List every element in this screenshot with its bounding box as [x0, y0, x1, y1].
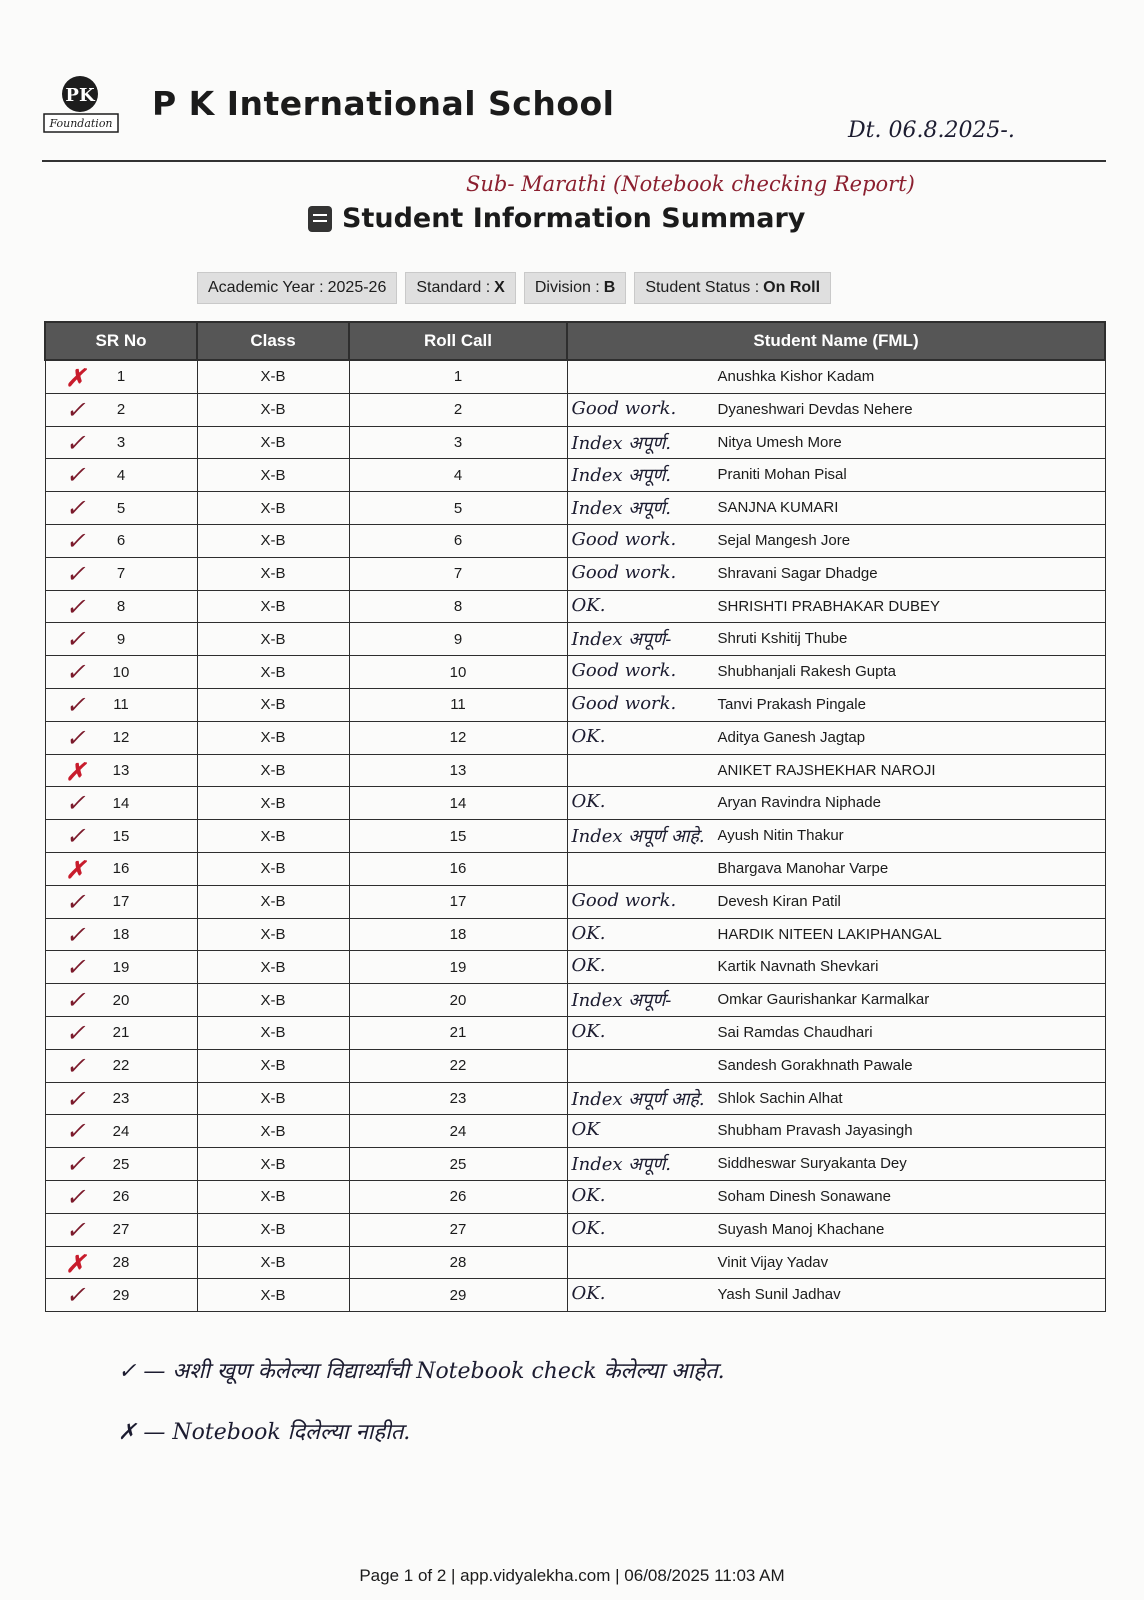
student-name: Shubhanjali Rakesh Gupta: [717, 663, 896, 681]
cell-student-name: [567, 459, 1105, 492]
cell-class: X-B: [197, 1115, 349, 1148]
filter-value: 2025-26: [327, 279, 387, 296]
cell-sr-no: [45, 524, 197, 557]
cell-student-name: [567, 426, 1105, 459]
table-row: [45, 426, 1105, 459]
sr-number: 12: [112, 729, 130, 747]
cell-class: X-B: [197, 1016, 349, 1049]
cell-student-name: [567, 885, 1105, 918]
cell-roll-call: 11: [349, 688, 567, 721]
cell-class: X-B: [197, 754, 349, 787]
table-row: [45, 1148, 1105, 1181]
cell-student-name: [567, 623, 1105, 656]
student-name: HARDIK NITEEN LAKIPHANGAL: [717, 925, 942, 943]
student-name: SHRISHTI PRABHAKAR DUBEY: [717, 597, 941, 615]
cell-roll-call: 22: [349, 1049, 567, 1082]
cell-student-name: [567, 524, 1105, 557]
handwritten-remark: Good work.: [571, 528, 677, 550]
check-mark-icon: ✓: [65, 1215, 86, 1244]
student-name: Shubham Pravash Jayasingh: [717, 1122, 913, 1140]
cell-student-name: [567, 360, 1105, 393]
table-row: [45, 820, 1105, 853]
table-header-row: [45, 322, 1105, 360]
cell-roll-call: 15: [349, 820, 567, 853]
filter-value: On Roll: [763, 279, 821, 296]
cell-class: X-B: [197, 1148, 349, 1181]
cell-sr-no: [45, 459, 197, 492]
filter-academic-year: [197, 272, 397, 304]
student-name: Anushka Kishor Kadam: [717, 368, 875, 385]
cell-class: X-B: [197, 721, 349, 754]
cell-student-name: [567, 1016, 1105, 1049]
handwritten-remark: OK.: [571, 1020, 606, 1042]
cell-roll-call: 8: [349, 590, 567, 623]
handwritten-remark: Index अपूर्ण.: [571, 498, 671, 520]
sr-number: 21: [112, 1024, 130, 1042]
handwritten-remark: OK.: [571, 922, 606, 944]
handwritten-remark: OK.: [571, 594, 606, 616]
sr-number: 13: [112, 761, 130, 779]
cell-sr-no: [45, 623, 197, 656]
cell-class: X-B: [197, 885, 349, 918]
sr-number: 8: [116, 597, 126, 615]
sr-number: 26: [112, 1188, 130, 1206]
handwritten-remark: OK: [571, 1119, 600, 1141]
cell-sr-no: [45, 1049, 197, 1082]
filter-label: Academic Year :: [208, 279, 324, 296]
cell-student-name: [567, 492, 1105, 525]
cell-roll-call: 18: [349, 918, 567, 951]
cell-class: X-B: [197, 360, 349, 393]
filter-bar: [197, 272, 831, 304]
check-mark-icon: ✓: [65, 1150, 86, 1179]
student-table: [44, 321, 1106, 1312]
handwritten-remark: OK.: [571, 1283, 606, 1305]
cell-roll-call: 26: [349, 1180, 567, 1213]
cell-sr-no: [45, 852, 197, 885]
check-mark-icon: ✓: [65, 1018, 86, 1047]
sr-number: 25: [112, 1155, 130, 1173]
table-row: [45, 1246, 1105, 1279]
table-row: [45, 1082, 1105, 1115]
table-row: [45, 918, 1105, 951]
cell-roll-call: 4: [349, 459, 567, 492]
cell-class: X-B: [197, 1180, 349, 1213]
cell-class: X-B: [197, 787, 349, 820]
check-mark-icon: ✓: [65, 461, 86, 490]
cell-student-name: [567, 787, 1105, 820]
cell-class: X-B: [197, 459, 349, 492]
cell-student-name: [567, 557, 1105, 590]
cell-roll-call: 9: [349, 623, 567, 656]
handwritten-date: Dt. 06.8.2025-.: [848, 118, 1015, 143]
student-name: Aditya Ganesh Jagtap: [717, 728, 866, 746]
sr-number: 24: [112, 1122, 130, 1140]
summary-heading: [308, 203, 805, 234]
table-row: [45, 590, 1105, 623]
check-mark-icon: ✓: [65, 690, 86, 719]
sr-number: 20: [112, 991, 130, 1009]
table-row: [45, 787, 1105, 820]
table-row: [45, 852, 1105, 885]
cell-class: X-B: [197, 951, 349, 984]
student-name: Tanvi Prakash Pingale: [717, 695, 866, 713]
cross-mark-icon: ✗: [65, 854, 86, 884]
student-name: Vinit Vijay Yadav: [717, 1253, 829, 1271]
sr-number: 22: [112, 1057, 130, 1075]
cell-student-name: [567, 393, 1105, 426]
table-row: [45, 1180, 1105, 1213]
cell-sr-no: [45, 918, 197, 951]
cell-student-name: [567, 820, 1105, 853]
cell-roll-call: 19: [349, 951, 567, 984]
table-row: [45, 1279, 1105, 1312]
cell-student-name: [567, 918, 1105, 951]
handwritten-subject: Sub- Marathi (Notebook checking Report): [466, 172, 915, 196]
cell-sr-no: [45, 1148, 197, 1181]
sr-number: 4: [116, 466, 126, 484]
student-name: Sai Ramdas Chaudhari: [717, 1023, 873, 1041]
cell-sr-no: [45, 1180, 197, 1213]
table-row: [45, 885, 1105, 918]
student-name: Devesh Kiran Patil: [717, 892, 841, 910]
cell-sr-no: [45, 688, 197, 721]
table-row: [45, 1049, 1105, 1082]
table-row: [45, 459, 1105, 492]
cell-sr-no: [45, 557, 197, 590]
cell-student-name: [567, 1049, 1105, 1082]
student-name: Omkar Gaurishankar Karmalkar: [717, 991, 930, 1009]
cell-class: X-B: [197, 524, 349, 557]
handwritten-remark: Good work.: [571, 660, 677, 682]
cell-roll-call: 14: [349, 787, 567, 820]
check-mark-icon: ✓: [65, 723, 86, 752]
sr-number: 15: [112, 827, 130, 845]
sr-number: 5: [116, 499, 126, 517]
cell-class: X-B: [197, 1279, 349, 1312]
cell-class: X-B: [197, 393, 349, 426]
cell-roll-call: 27: [349, 1213, 567, 1246]
cell-student-name: [567, 1213, 1105, 1246]
cell-roll-call: 6: [349, 524, 567, 557]
student-name: Bhargava Manohar Varpe: [717, 859, 889, 877]
student-name: Shravani Sagar Dhadge: [717, 564, 878, 582]
cell-sr-no: [45, 885, 197, 918]
handwritten-remark: Index अपूर्ण-: [571, 990, 672, 1012]
handwritten-remark: Good work.: [571, 397, 677, 419]
cell-student-name: [567, 754, 1105, 787]
cell-class: X-B: [197, 1082, 349, 1115]
student-name: Kartik Navnath Shevkari: [717, 958, 879, 976]
header-divider: [42, 160, 1106, 162]
check-mark-icon: ✓: [65, 986, 86, 1015]
cell-roll-call: 24: [349, 1115, 567, 1148]
cell-student-name: [567, 1279, 1105, 1312]
school-logo: [42, 68, 120, 140]
student-name: Ayush Nitin Thakur: [717, 827, 844, 845]
sr-number: 1: [116, 368, 126, 386]
cell-roll-call: 1: [349, 360, 567, 393]
student-name: Shruti Kshitij Thube: [717, 630, 848, 648]
cross-mark-icon: ✗: [65, 1248, 86, 1278]
cell-sr-no: [45, 360, 197, 393]
cross-mark-icon: ✗: [65, 363, 86, 392]
student-name: Dyaneshwari Devdas Nehere: [717, 400, 913, 418]
cell-sr-no: [45, 721, 197, 754]
check-mark-icon: ✓: [65, 592, 86, 621]
cell-sr-no: [45, 426, 197, 459]
student-name: Nitya Umesh More: [717, 433, 842, 451]
cell-roll-call: 7: [349, 557, 567, 590]
student-name: Yash Sunil Jadhav: [717, 1286, 841, 1304]
handwritten-remark: OK.: [571, 1217, 606, 1239]
cell-roll-call: 17: [349, 885, 567, 918]
cell-class: X-B: [197, 557, 349, 590]
cell-roll-call: 23: [349, 1082, 567, 1115]
table-row: [45, 360, 1105, 393]
handwritten-remark: Index अपूर्ण आहे.: [571, 826, 705, 848]
summary-title: Student Information Summary: [342, 203, 806, 234]
handwritten-remark: Index अपूर्ण.: [571, 432, 671, 454]
sr-number: 6: [116, 532, 126, 550]
cross-mark-icon: ✗: [65, 756, 86, 786]
cell-student-name: [567, 721, 1105, 754]
cell-roll-call: 21: [349, 1016, 567, 1049]
table-row: [45, 688, 1105, 721]
check-mark-icon: ✓: [65, 1182, 86, 1211]
cell-roll-call: 20: [349, 984, 567, 1017]
table-row: [45, 623, 1105, 656]
student-table-container: [44, 321, 1104, 1312]
handwritten-remark: Good work.: [571, 561, 677, 583]
cell-roll-call: 28: [349, 1246, 567, 1279]
table-row: [45, 754, 1105, 787]
cell-sr-no: [45, 787, 197, 820]
cell-sr-no: [45, 656, 197, 689]
check-mark-icon: ✓: [65, 428, 86, 457]
school-name: P K International School: [152, 84, 615, 123]
sr-number: 23: [112, 1089, 130, 1107]
cell-student-name: [567, 1148, 1105, 1181]
cell-sr-no: [45, 984, 197, 1017]
cell-sr-no: [45, 1213, 197, 1246]
table-body: [45, 360, 1105, 1312]
cell-sr-no: [45, 492, 197, 525]
table-row: [45, 557, 1105, 590]
cell-class: X-B: [197, 1246, 349, 1279]
cell-student-name: [567, 1082, 1105, 1115]
cell-sr-no: [45, 1082, 197, 1115]
cell-class: X-B: [197, 1213, 349, 1246]
sr-number: 16: [112, 860, 130, 878]
sr-number: 9: [116, 630, 126, 648]
sr-number: 7: [116, 565, 126, 583]
sr-number: 10: [112, 663, 130, 681]
check-mark-icon: ✓: [65, 494, 86, 523]
cell-student-name: [567, 656, 1105, 689]
handwritten-remark: OK.: [571, 1184, 606, 1206]
student-name: Sandesh Gorakhnath Pawale: [717, 1056, 913, 1074]
check-mark-icon: ✓: [65, 1281, 86, 1310]
cell-roll-call: 12: [349, 721, 567, 754]
logo-initials: PK: [65, 85, 95, 106]
sr-number: 19: [112, 958, 130, 976]
sr-number: 14: [112, 794, 130, 812]
cell-class: X-B: [197, 426, 349, 459]
filter-label: Division :: [534, 279, 600, 296]
legend-cross: ✗ — Notebook दिलेल्या नाहीत.: [118, 1420, 411, 1445]
check-mark-icon: ✓: [65, 526, 86, 555]
handwritten-remark: Index अपूर्ण आहे.: [571, 1088, 705, 1110]
cell-student-name: [567, 1246, 1105, 1279]
student-name: ANIKET RAJSHEKHAR NAROJI: [717, 761, 936, 779]
filter-division: [524, 272, 626, 304]
header-student-name: Student Name (FML): [567, 322, 1105, 360]
check-mark-icon: ✓: [65, 1051, 86, 1080]
sr-number: 17: [112, 893, 130, 911]
cell-sr-no: [45, 754, 197, 787]
cell-class: X-B: [197, 492, 349, 525]
cell-sr-no: [45, 1279, 197, 1312]
student-name: Sejal Mangesh Jore: [717, 531, 851, 549]
header-roll-call: Roll Call: [349, 322, 567, 360]
check-mark-icon: ✓: [65, 789, 86, 818]
cell-student-name: [567, 1115, 1105, 1148]
cell-class: X-B: [197, 984, 349, 1017]
filter-student-status: [634, 272, 831, 304]
cell-class: X-B: [197, 590, 349, 623]
filter-value: B: [603, 279, 616, 296]
filter-standard: [405, 272, 516, 304]
check-mark-icon: ✓: [65, 822, 86, 851]
sr-number: 3: [116, 433, 126, 451]
check-mark-icon: ✓: [65, 559, 86, 588]
cell-roll-call: 3: [349, 426, 567, 459]
cell-roll-call: 25: [349, 1148, 567, 1181]
student-name: Praniti Mohan Pisal: [717, 466, 847, 484]
table-row: [45, 393, 1105, 426]
check-mark-icon: ✓: [65, 625, 86, 654]
cell-roll-call: 5: [349, 492, 567, 525]
check-mark-icon: ✓: [65, 953, 86, 982]
cell-student-name: [567, 852, 1105, 885]
table-row: [45, 492, 1105, 525]
cell-roll-call: 16: [349, 852, 567, 885]
sr-number: 28: [112, 1253, 130, 1271]
cell-class: X-B: [197, 623, 349, 656]
cell-roll-call: 10: [349, 656, 567, 689]
cell-sr-no: [45, 590, 197, 623]
cell-class: X-B: [197, 1049, 349, 1082]
legend-tick: ✓ — अशी खूण केलेल्या विद्यार्थ्यांची Notebook check केलेल्या आहेत.: [118, 1359, 725, 1384]
cell-class: X-B: [197, 918, 349, 951]
header-class: Class: [197, 322, 349, 360]
cell-roll-call: 2: [349, 393, 567, 426]
cell-student-name: [567, 984, 1105, 1017]
table-row: [45, 1016, 1105, 1049]
cell-roll-call: 29: [349, 1279, 567, 1312]
handwritten-remark: Good work.: [571, 889, 677, 911]
cell-class: X-B: [197, 656, 349, 689]
student-name: SANJNA KUMARI: [717, 499, 839, 517]
check-mark-icon: ✓: [65, 1084, 86, 1113]
logo-label: Foundation: [49, 117, 113, 130]
table-row: [45, 984, 1105, 1017]
handwritten-remark: Index अपूर्ण-: [571, 629, 672, 651]
filter-value: X: [494, 279, 505, 296]
table-row: [45, 1213, 1105, 1246]
header-sr-no: SR No: [45, 322, 197, 360]
sr-number: 29: [112, 1286, 130, 1304]
cell-sr-no: [45, 820, 197, 853]
page-footer: Page 1 of 2 | app.vidyalekha.com | 06/08/2025 11:03 AM: [359, 1566, 785, 1585]
filter-label: Student Status :: [645, 279, 760, 296]
handwritten-remark: OK.: [571, 725, 606, 747]
handwritten-remark: OK.: [571, 955, 606, 977]
handwritten-remark: Index अपूर्ण.: [571, 465, 671, 487]
table-row: [45, 1115, 1105, 1148]
cell-sr-no: [45, 1016, 197, 1049]
handwritten-remark: OK.: [571, 791, 606, 813]
cell-sr-no: [45, 951, 197, 984]
cell-student-name: [567, 1180, 1105, 1213]
table-row: [45, 951, 1105, 984]
sr-number: 11: [113, 696, 129, 714]
cell-sr-no: [45, 1246, 197, 1279]
cell-sr-no: [45, 393, 197, 426]
sr-number: 2: [116, 401, 126, 419]
sr-number: 27: [112, 1221, 130, 1239]
cell-student-name: [567, 688, 1105, 721]
cell-class: X-B: [197, 688, 349, 721]
cell-roll-call: 13: [349, 754, 567, 787]
cell-class: X-B: [197, 820, 349, 853]
cell-student-name: [567, 590, 1105, 623]
check-mark-icon: ✓: [65, 395, 86, 424]
table-row: [45, 524, 1105, 557]
cell-class: X-B: [197, 852, 349, 885]
student-name: Aryan Ravindra Niphade: [717, 794, 881, 812]
handwritten-remark: Good work.: [571, 692, 677, 714]
table-row: [45, 721, 1105, 754]
check-mark-icon: ✓: [65, 887, 86, 916]
student-name: Siddheswar Suryakanta Dey: [717, 1155, 907, 1173]
document-icon: [308, 206, 332, 232]
cell-student-name: [567, 951, 1105, 984]
sr-number: 18: [112, 925, 130, 943]
cell-sr-no: [45, 1115, 197, 1148]
student-name: Soham Dinesh Sonawane: [717, 1187, 891, 1205]
student-name: Shlok Sachin Alhat: [717, 1089, 843, 1107]
check-mark-icon: ✓: [65, 658, 86, 687]
check-mark-icon: ✓: [65, 920, 86, 949]
handwritten-remark: Index अपूर्ण.: [571, 1154, 671, 1176]
table-row: [45, 656, 1105, 689]
student-name: Suyash Manoj Khachane: [717, 1220, 885, 1238]
check-mark-icon: ✓: [65, 1117, 86, 1146]
filter-label: Standard :: [416, 279, 491, 296]
